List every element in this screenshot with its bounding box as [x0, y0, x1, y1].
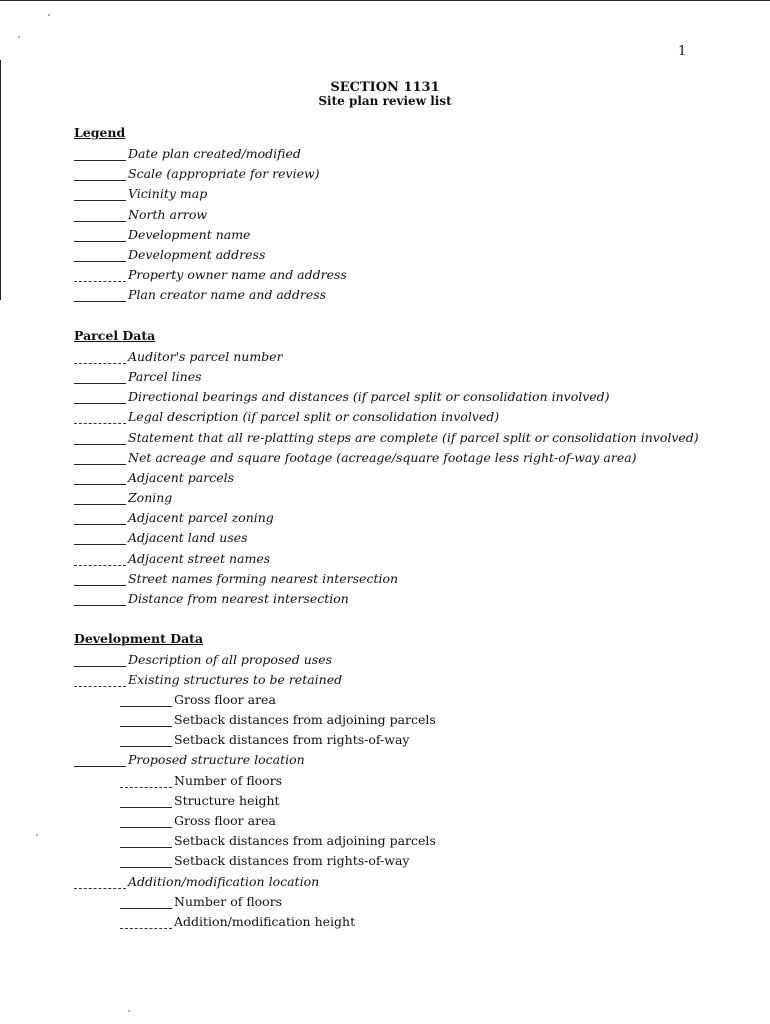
- checklist-subitem: [120, 709, 436, 727]
- item-label: Setback distances from adjoining parcels: [174, 833, 436, 848]
- checklist-item: [74, 548, 270, 566]
- check-blank[interactable]: [74, 654, 126, 667]
- scan-speck: [48, 14, 50, 16]
- check-blank[interactable]: [74, 492, 126, 505]
- item-label: Parcel lines: [128, 369, 202, 384]
- checklist-item: [74, 649, 332, 667]
- check-blank[interactable]: [74, 209, 126, 222]
- checklist-item: [74, 224, 250, 242]
- check-blank[interactable]: [74, 391, 126, 404]
- checklist-item: [74, 346, 283, 364]
- checklist-item: [74, 183, 207, 201]
- item-label: Plan creator name and address: [128, 287, 327, 302]
- checklist-subitem: [120, 729, 410, 747]
- checklist-subitem: [120, 689, 276, 707]
- checklist-subitem: [120, 891, 282, 909]
- checklist-item: [74, 749, 305, 767]
- check-blank[interactable]: [120, 714, 172, 727]
- item-label: Statement that all re-platting steps are complete (if parcel split or consolidation involved): [128, 430, 699, 445]
- item-label: Setback distances from rights-of-way: [174, 732, 410, 747]
- check-blank[interactable]: [74, 148, 126, 161]
- item-label: Date plan created/modified: [128, 146, 301, 161]
- item-label: Distance from nearest intersection: [128, 591, 349, 606]
- check-blank[interactable]: [120, 734, 172, 747]
- item-label: Auditor's parcel number: [128, 349, 283, 364]
- check-blank[interactable]: [120, 815, 172, 828]
- item-label: Number of floors: [174, 894, 283, 909]
- checklist-subitem: [120, 911, 355, 929]
- item-label: Directional bearings and distances (if parcel split or consolidation involved): [128, 389, 610, 404]
- check-blank[interactable]: [74, 573, 126, 586]
- checklist-item: [74, 163, 320, 181]
- check-blank[interactable]: [74, 512, 126, 525]
- checklist-subitem: [120, 810, 276, 828]
- item-label: Net acreage and square footage (acreage/square footage less right-of-way area): [128, 450, 637, 465]
- item-label: Gross floor area: [174, 692, 276, 707]
- page-number: 1: [678, 44, 687, 59]
- item-label: Description of all proposed uses: [128, 652, 333, 667]
- item-label: Existing structures to be retained: [128, 672, 343, 687]
- checklist-item: [74, 871, 319, 889]
- page-subtitle: Site plan review list: [318, 94, 452, 108]
- check-blank[interactable]: [74, 168, 126, 181]
- scan-speck: [18, 36, 20, 38]
- check-blank[interactable]: [74, 229, 126, 242]
- check-blank[interactable]: [74, 432, 126, 445]
- item-label: North arrow: [128, 207, 208, 222]
- checklist-item: [74, 507, 274, 525]
- checklist-item: [74, 244, 265, 262]
- checklist-item: [74, 406, 499, 424]
- checklist-item: [74, 386, 610, 404]
- item-label: Adjacent street names: [128, 551, 271, 566]
- check-blank[interactable]: [74, 188, 126, 201]
- check-blank[interactable]: [120, 694, 172, 707]
- checklist-item: [74, 568, 398, 586]
- checklist-item: [74, 669, 342, 687]
- check-blank[interactable]: [74, 289, 126, 302]
- item-label: Development address: [128, 247, 266, 262]
- item-label: Addition/modification height: [174, 914, 356, 929]
- checklist-item: [74, 264, 347, 282]
- checklist-item: [74, 447, 637, 465]
- item-label: Adjacent parcels: [128, 470, 235, 485]
- scan-top-edge: [0, 0, 770, 1]
- item-label: Development name: [128, 227, 251, 242]
- item-label: Structure height: [174, 793, 280, 808]
- checklist-subitem: [120, 770, 282, 788]
- check-blank[interactable]: [74, 876, 126, 889]
- checklist-item: [74, 588, 349, 606]
- check-blank[interactable]: [74, 532, 126, 545]
- checklist-item: [74, 366, 202, 384]
- check-blank[interactable]: [120, 775, 172, 788]
- check-blank[interactable]: [120, 835, 172, 848]
- item-label: Zoning: [128, 490, 173, 505]
- item-label: Setback distances from rights-of-way: [174, 853, 410, 868]
- check-blank[interactable]: [120, 916, 172, 929]
- checklist-item: [74, 527, 248, 545]
- item-label: Adjacent land uses: [128, 530, 248, 545]
- check-blank[interactable]: [74, 249, 126, 262]
- check-blank[interactable]: [74, 411, 126, 424]
- item-label: Adjacent parcel zoning: [128, 510, 274, 525]
- item-label: Addition/modification location: [128, 874, 320, 889]
- item-label: Legal description (if parcel split or consolidation involved): [128, 409, 500, 424]
- item-label: Property owner name and address: [128, 267, 347, 282]
- scan-speck: [128, 1010, 130, 1012]
- check-blank[interactable]: [74, 553, 126, 566]
- check-blank[interactable]: [74, 269, 126, 282]
- checklist-item: [74, 204, 207, 222]
- parcel-data-header: Parcel Data: [74, 328, 156, 343]
- check-blank[interactable]: [120, 896, 172, 909]
- check-blank[interactable]: [74, 472, 126, 485]
- checklist-subitem: [120, 850, 410, 868]
- page-title: SECTION 1131: [330, 80, 440, 95]
- check-blank[interactable]: [120, 795, 172, 808]
- checklist-subitem: [120, 790, 280, 808]
- legend-header: Legend: [74, 125, 126, 140]
- development-data-header: Development Data: [74, 631, 204, 646]
- checklist-item: [74, 284, 326, 302]
- check-blank[interactable]: [74, 674, 126, 687]
- checklist-subitem: [120, 830, 436, 848]
- check-blank[interactable]: [120, 855, 172, 868]
- checklist-item: [74, 427, 699, 445]
- item-label: Setback distances from adjoining parcels: [174, 712, 436, 727]
- scan-speck: [36, 834, 38, 836]
- check-blank[interactable]: [74, 351, 126, 364]
- check-blank[interactable]: [74, 593, 126, 606]
- item-label: Proposed structure location: [128, 752, 305, 767]
- checklist-item: [74, 143, 301, 161]
- checklist-item: [74, 467, 234, 485]
- item-label: Street names forming nearest intersection: [128, 571, 399, 586]
- checklist-item: [74, 487, 172, 505]
- item-label: Gross floor area: [174, 813, 276, 828]
- item-label: Scale (appropriate for review): [128, 166, 320, 181]
- check-blank[interactable]: [74, 371, 126, 384]
- check-blank[interactable]: [74, 754, 126, 767]
- item-label: Number of floors: [174, 773, 283, 788]
- item-label: Vicinity map: [128, 186, 208, 201]
- check-blank[interactable]: [74, 452, 126, 465]
